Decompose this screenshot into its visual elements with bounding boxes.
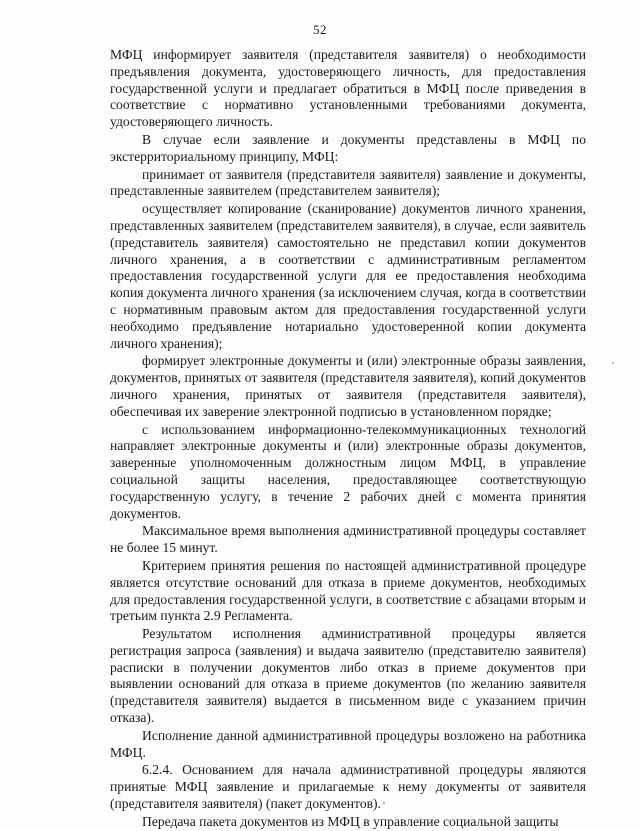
paragraph-accepts: принимает от заявителя (представителя заявителя) заявление и документы, представленные заявителем (представителем заявителя); (110, 166, 586, 199)
paragraph-6-2-4: 6.2.4. Основанием для начала административной процедуры являются принятые МФЦ заявление и прилагаемые к нему документы от заявителя (представителя заявителя) (пакет документов). (110, 762, 586, 812)
paragraph-criterion: Критерием принятия решения по настоящей административной процедуре является отсутствие оснований для отказа в приеме документов, необходимых для предоставления государственной услуги, в соответствие с абзацами вторым и третьим пункта 2.9 Регламента. (110, 557, 586, 624)
page-number: 52 (313, 22, 327, 37)
paragraph-result: Результатом исполнения административной процедуры является регистрация запроса (заявления) и выдача заявителю (представителю заявителя) расписки в получении документов либо отказ в приеме документов при выявлении оснований для отказа в приеме документов (по желанию заявителя (представителя заявителя) выдается в письменном виде с указанием причин отказа). (110, 626, 586, 726)
paragraph-max-time: Максимальное время выполнения административной процедуры составляет не более 15 минут. (110, 523, 586, 556)
paragraph-copying: осуществляет копирование (сканирование) документов личного хранения, представленных заявителем (представителем заявителя), в случае, если заявитель (представитель заявителя) самостоятельно не представил копии документов личного хранения, а в соответствии с административным регламентом предоставления государственной услуги для ее предоставления необходима копия документа личного хранения (за исключением случая, когда в соответствии с нормативным правовым актом для предоставления государственной услуги необходимо предъявление нотариально удостоверенной копии документа личного хранения); (110, 201, 586, 351)
paragraph-extraterritorial: В случае если заявление и документы представлены в МФЦ по экстерриториальному принципу, МФЦ: (110, 131, 586, 164)
paragraph-mfc-informs: МФЦ информирует заявителя (представителя заявителя) о необходимости предъявления документа, удостоверяющего личность, для предоставления государственной услуги и предлагает обратиться в МФЦ после приведения в соответствие с нормативно установленными требованиями документа, удостоверяющего личность. (110, 47, 586, 130)
paragraph-forms-electronic: формирует электронные документы и (или) электронные образы заявления, документов, принятых от заявителя (представителя заявителя), копий документов личного хранения, принятых от заявителя (представителя заявителя), обеспечивая их заверение электронной подписью в установленном порядке; (110, 353, 586, 419)
paragraph-execution: Исполнение данной административной процедуры возложено на работника МФЦ. (110, 727, 586, 760)
document-body (110, 47, 586, 831)
paragraph-sends: с использованием информационно-телекоммуникационных технологий направляет электронные документы и (или) электронные образы документов, заверенные уполномоченным должностным лицом МФЦ, в управление социальной защиты населения, предоставляющее соответствующую государственную услугу, в течение 2 рабочих дней с момента принятия документов. (110, 421, 586, 521)
scan-speck (612, 362, 614, 364)
paragraph-transfer: Передача пакета документов из МФЦ в управление социальной защиты (142, 813, 559, 829)
scan-speck (383, 802, 385, 804)
